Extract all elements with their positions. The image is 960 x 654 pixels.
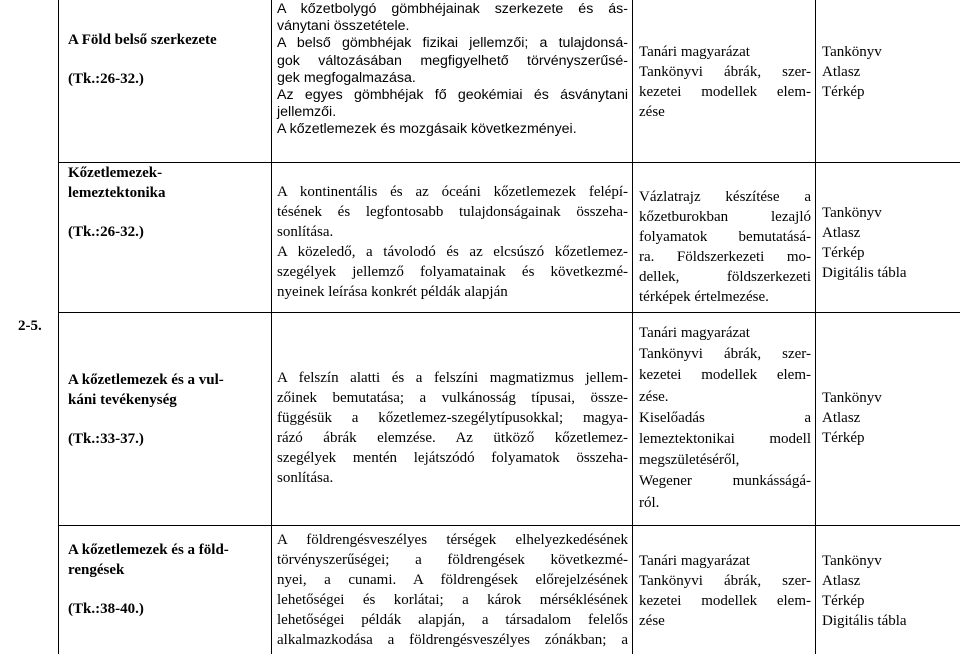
tool-item: Atlasz (822, 64, 861, 80)
topic-title: Kőzetlemezek- (68, 165, 163, 181)
methods-line: Tanári magyarázat (639, 325, 750, 341)
topic-title: lemeztektonika (68, 185, 166, 201)
tool-item: Atlasz (822, 573, 861, 589)
tool-item: Digitális tábla (822, 613, 907, 629)
topic-title: A kőzetlemezek és a föld- (68, 542, 229, 558)
methods-line: Tanári magyarázat (639, 44, 750, 60)
content-line: alkalmazkodása a földrengésveszélyes zónákban; a (277, 632, 628, 648)
content-line: A kontinentális és az óceáni kőzetlemezek felépí- (277, 184, 628, 200)
content-line: lehetőségei példák alapján, a társadalom felelős (277, 612, 628, 628)
methods-line: kezetei modellek elem- (639, 84, 811, 100)
tool-item: Térkép (822, 593, 865, 609)
content-line: jellemzői. (277, 104, 337, 121)
methods-line: folyamatok bemutatásá- (639, 229, 811, 245)
methods-line: Vázlatrajz készítése a (639, 189, 811, 205)
row-divider (58, 312, 960, 313)
lesson-number: 2-5. (18, 318, 42, 334)
content-line: A közeledő, a távolodó és az elcsúszó kőzetlemez- (277, 244, 628, 260)
tool-item: Tankönyv (822, 553, 882, 569)
content-line: zőinek bemutatása; a vulkánosság típusai, össze- (277, 390, 628, 406)
content-line: A felszín alatti és a felszíni magmatizmus jellem- (277, 370, 628, 386)
content-line: gok változásában megfigyelhető törvényszerűsé- (277, 52, 628, 69)
row-divider (58, 525, 960, 526)
tool-item: Atlasz (822, 410, 861, 426)
methods-line: Tanári magyarázat (639, 553, 750, 569)
methods-cell (639, 551, 811, 631)
methods-line: térképek értelmezése. (639, 289, 769, 305)
methods-line: zése (639, 104, 665, 120)
topic-reference: (Tk.:38-40.) (68, 601, 144, 617)
methods-line: Wegener munkásságá- (639, 473, 811, 490)
content-line: A kőzetbolygó gömbhéjainak szerkezete és ás- (277, 1, 628, 17)
methods-line: Kiselőadás a (639, 409, 811, 426)
content-line: szegélyek jellemző folyamatainak és következmé- (277, 264, 628, 280)
methods-line: Tankönyvi ábrák, szer- (639, 64, 811, 80)
topic-title: A Föld belső szerkezete (68, 32, 217, 48)
content-line: rázó ábrák elemzése. Az ütköző kőzetlemez- (277, 430, 628, 446)
topic-reference: (Tk.:33-37.) (68, 431, 144, 447)
methods-line: kőzetburokban lezajló (639, 209, 811, 225)
content-line: gek megfogalmazása. (277, 69, 416, 86)
content-line: szegélyek mentén lejátszódó folyamatok összeha- (277, 450, 628, 466)
tool-item: Tankönyv (822, 44, 882, 60)
content-cell (277, 1, 628, 139)
topic-title: rengések (68, 562, 125, 578)
methods-line: ról. (639, 494, 660, 511)
methods-line: kezetei modellek elem- (639, 593, 811, 609)
tool-item: Térkép (822, 84, 865, 100)
tools-cell (822, 203, 957, 283)
tool-item: Atlasz (822, 225, 861, 241)
content-line: nyei, a cunami. A földrengések előrejelzésének (277, 572, 628, 588)
content-line: nyeinek leírása konkrét példák alapján (277, 284, 508, 300)
column-divider (815, 0, 816, 654)
content-line: A földrengésveszélyes térségek elhelyezkedésének (277, 532, 628, 548)
tool-item: Tankönyv (822, 205, 882, 221)
methods-line: zése. (639, 388, 669, 405)
content-line: függésük a kőzetlemez-szegélytípusokkal; magya- (277, 410, 628, 426)
methods-line: lemeztektonikai modell (639, 431, 811, 448)
content-line: ványtani összetétele. (277, 18, 410, 35)
topic-reference: (Tk.:26-32.) (68, 71, 144, 87)
methods-cell (639, 187, 811, 307)
methods-line: megszületéséről, (639, 452, 740, 469)
content-line: sonlítása. (277, 470, 334, 486)
tool-item: Térkép (822, 245, 865, 261)
table-border-left (58, 0, 59, 654)
tool-item: Digitális tábla (822, 265, 907, 281)
content-line: lehetőségei és korlátai; a károk mérséklésének (277, 592, 628, 608)
content-cell (277, 182, 628, 302)
topic-cell (68, 370, 268, 449)
methods-line: Tankönyvi ábrák, szer- (639, 573, 811, 589)
topic-title: A kőzetlemezek és a vul- (68, 372, 224, 388)
content-line: sonlítása. (277, 224, 334, 240)
content-line: törvényszerűségei; a földrengések következmé- (277, 552, 628, 568)
methods-line: kezetei modellek elem- (639, 367, 811, 384)
content-line: A belső gömbhéjak fizikai jellemzői; a tulajdonsá- (277, 35, 628, 52)
content-line: tésének és legfontosabb tulajdonságainak összeha- (277, 204, 628, 220)
content-line: Az egyes gömbhéjak fő geokémiai és ásványtani (277, 87, 628, 104)
tools-cell (822, 42, 957, 102)
column-divider (271, 0, 272, 654)
tool-item: Térkép (822, 430, 865, 446)
topic-cell (68, 540, 268, 619)
content-line: A kőzetlemezek és mozgásaik következményei. (277, 121, 577, 138)
methods-line: Tankönyvi ábrák, szer- (639, 346, 811, 363)
topic-cell (68, 30, 268, 89)
tool-item: Tankönyv (822, 390, 882, 406)
content-cell (277, 530, 628, 650)
methods-line: ra. Földszerkezeti mo- (639, 249, 811, 265)
topic-reference: (Tk.:26-32.) (68, 224, 144, 240)
methods-cell (639, 323, 811, 514)
methods-cell (639, 42, 811, 122)
tools-cell (822, 388, 957, 448)
topic-title: káni tevékenység (68, 392, 177, 408)
topic-cell (68, 163, 268, 242)
tools-cell (822, 551, 957, 631)
content-cell (277, 368, 628, 488)
methods-line: dellek, földszerkezeti (639, 269, 811, 285)
column-divider (632, 0, 633, 654)
methods-line: zése (639, 613, 665, 629)
